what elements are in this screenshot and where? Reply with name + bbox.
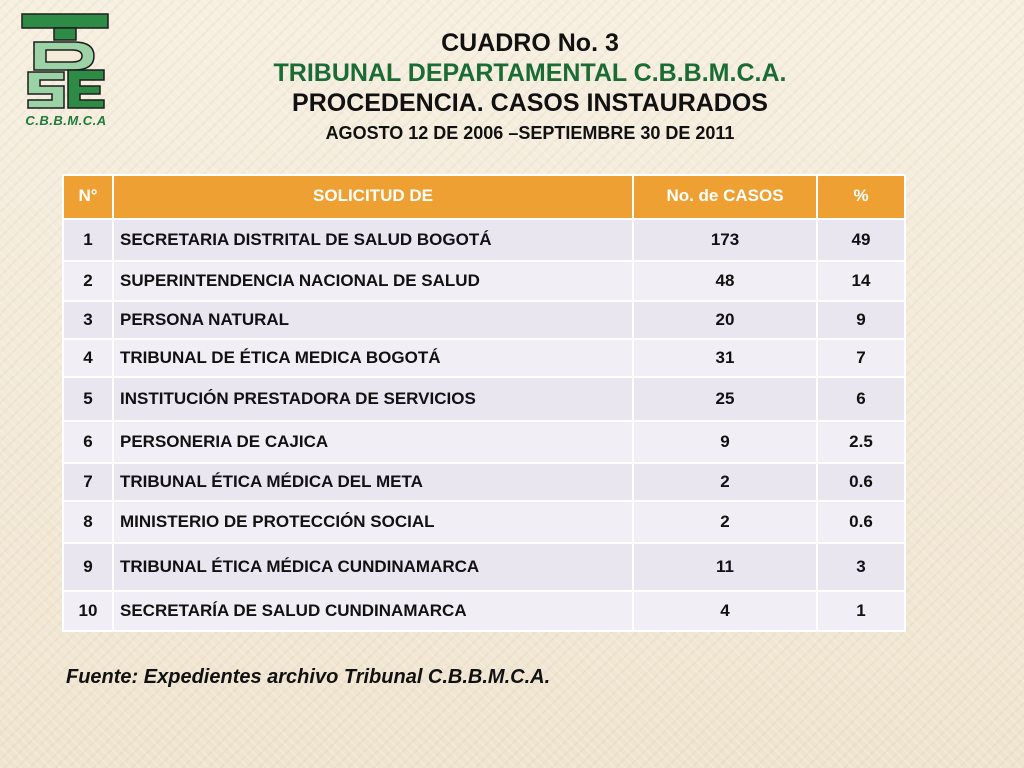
header-request: SOLICITUD DE (113, 175, 633, 219)
row-num: 6 (63, 421, 113, 463)
row-percent: 3 (817, 543, 905, 591)
row-num: 8 (63, 501, 113, 543)
header-percent: % (817, 175, 905, 219)
row-num: 7 (63, 463, 113, 501)
row-percent: 0.6 (817, 463, 905, 501)
row-name: PERSONERIA DE CAJICA (113, 421, 633, 463)
row-percent: 6 (817, 377, 905, 421)
table-row (63, 463, 905, 501)
date-range: AGOSTO 12 DE 2006 –SEPTIEMBRE 30 DE 2011 (325, 123, 735, 143)
row-name: SUPERINTENDENCIA NACIONAL DE SALUD (113, 261, 633, 301)
row-cases: 4 (633, 591, 817, 631)
row-num: 3 (63, 301, 113, 339)
header-num: N° (63, 175, 113, 219)
row-percent: 1 (817, 591, 905, 631)
subject-title: PROCEDENCIA. CASOS INSTAURADOS (292, 89, 768, 117)
table-row (63, 591, 905, 631)
logo-label: C.B.B.M.C.A (25, 113, 107, 128)
row-cases: 31 (633, 339, 817, 377)
row-percent: 9 (817, 301, 905, 339)
row-cases: 11 (633, 543, 817, 591)
row-name: PERSONA NATURAL (113, 301, 633, 339)
row-cases: 20 (633, 301, 817, 339)
row-name: SECRETARIA DISTRITAL DE SALUD BOGOTÁ (113, 219, 633, 261)
row-name: TRIBUNAL DE ÉTICA MEDICA BOGOTÁ (113, 339, 633, 377)
table-row (63, 543, 905, 591)
row-cases: 2 (633, 463, 817, 501)
row-num: 2 (63, 261, 113, 301)
source-note: Fuente: Expedientes archivo Tribunal C.B.B.M.C.A. (66, 666, 551, 688)
row-name: INSTITUCIÓN PRESTADORA DE SERVICIOS (113, 377, 633, 421)
row-percent: 49 (817, 219, 905, 261)
table-row (63, 501, 905, 543)
table-row (63, 339, 905, 377)
row-percent: 0.6 (817, 501, 905, 543)
institution-title: TRIBUNAL DEPARTAMENTAL C.B.B.M.C.A. (273, 59, 787, 87)
row-num: 5 (63, 377, 113, 421)
row-name: MINISTERIO DE PROTECCIÓN SOCIAL (113, 501, 633, 543)
row-name: SECRETARÍA DE SALUD CUNDINAMARCA (113, 591, 633, 631)
row-name: TRIBUNAL ÉTICA MÉDICA CUNDINAMARCA (113, 543, 633, 591)
row-num: 9 (63, 543, 113, 591)
row-num: 10 (63, 591, 113, 631)
row-cases: 173 (633, 219, 817, 261)
row-num: 1 (63, 219, 113, 261)
row-num: 4 (63, 339, 113, 377)
row-percent: 2.5 (817, 421, 905, 463)
row-percent: 14 (817, 261, 905, 301)
row-cases: 9 (633, 421, 817, 463)
logo-emblem-icon (20, 10, 112, 110)
row-cases: 25 (633, 377, 817, 421)
table-row (63, 261, 905, 301)
row-cases: 48 (633, 261, 817, 301)
row-name: TRIBUNAL ÉTICA MÉDICA DEL META (113, 463, 633, 501)
table-row (63, 301, 905, 339)
tribunal-logo (20, 10, 112, 134)
row-percent: 7 (817, 339, 905, 377)
row-cases: 2 (633, 501, 817, 543)
slide-header (130, 28, 930, 146)
table-row (63, 219, 905, 261)
table-header-row (63, 175, 905, 219)
cases-table (62, 174, 906, 632)
table-row (63, 421, 905, 463)
header-cases: No. de CASOS (633, 175, 817, 219)
table-row (63, 377, 905, 421)
table-title: CUADRO No. 3 (441, 29, 619, 57)
